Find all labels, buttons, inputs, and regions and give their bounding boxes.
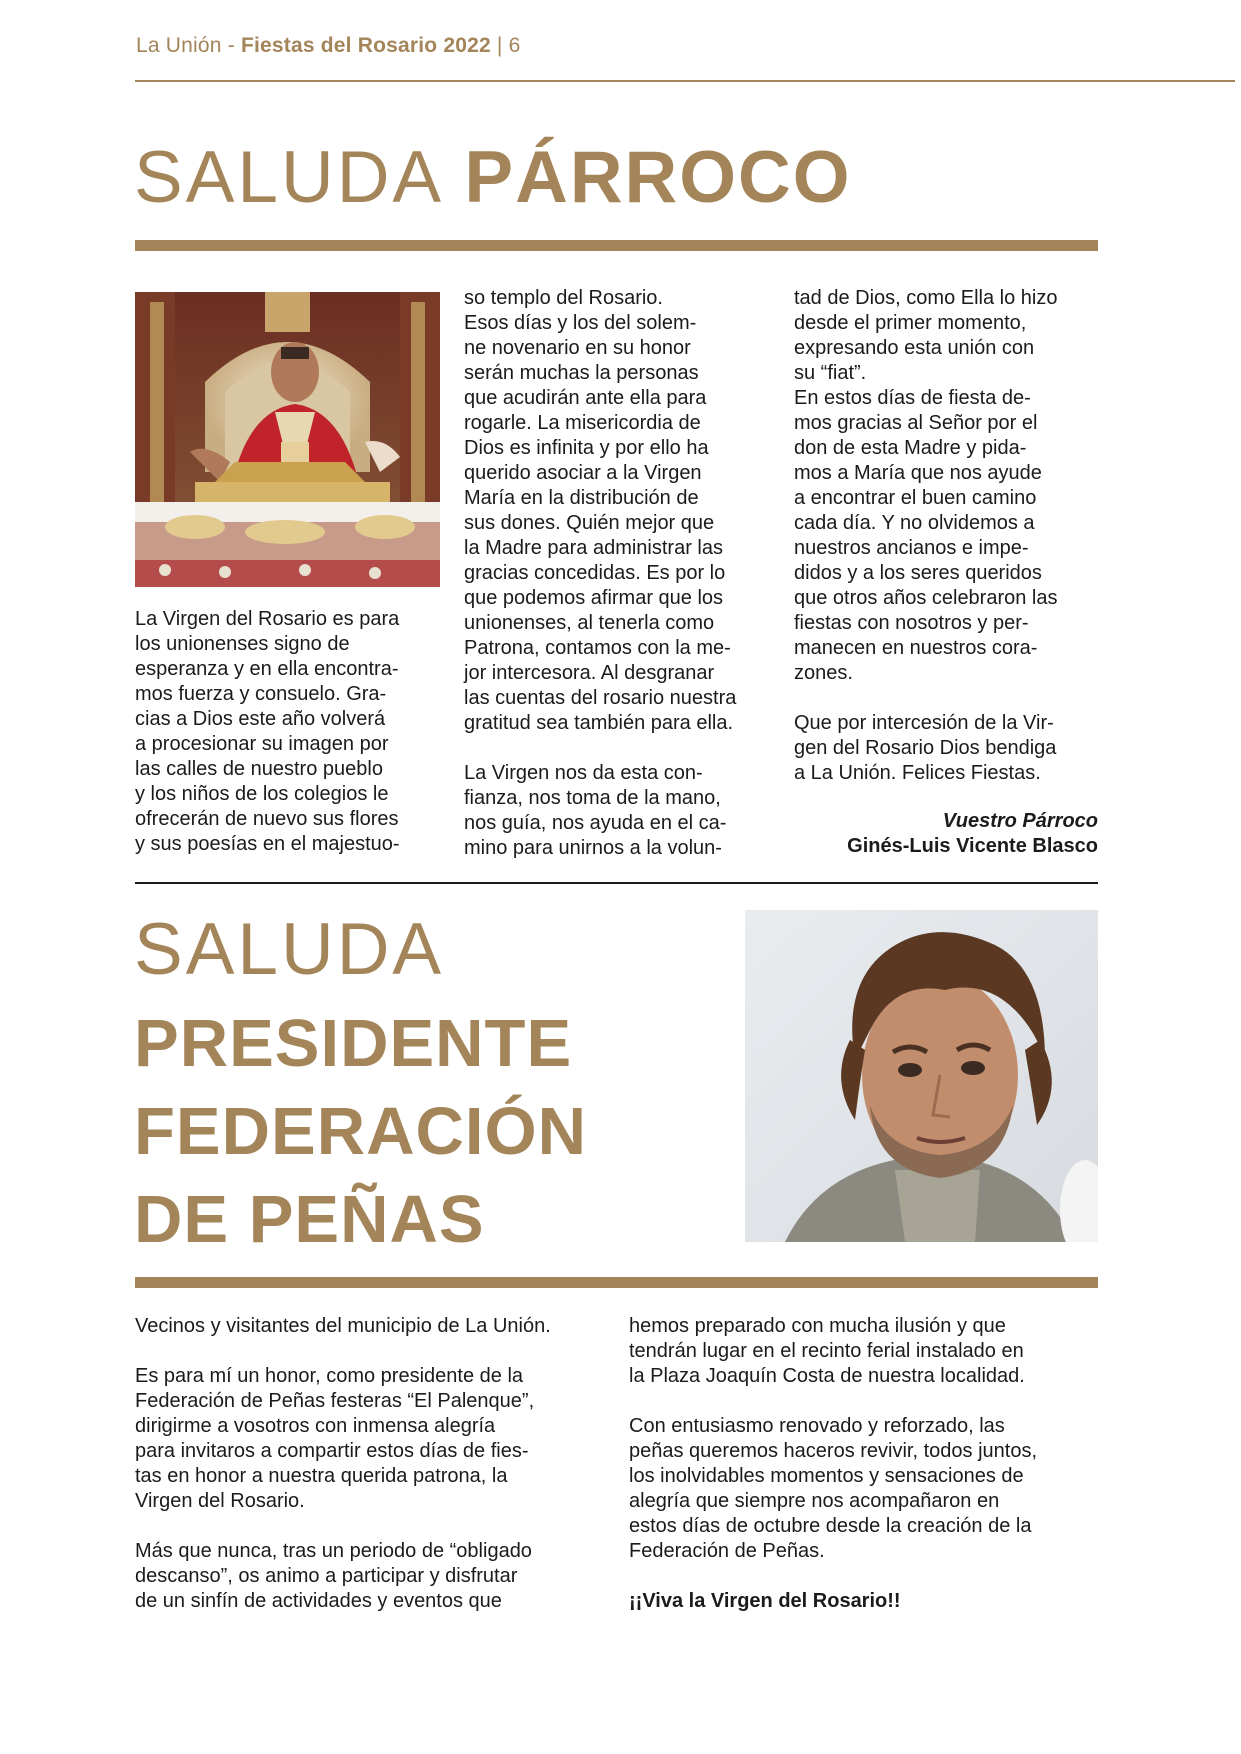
text-line: sus dones. Quién mejor que: [464, 512, 715, 534]
edition-name: Fiestas del Rosario 2022: [240, 34, 491, 57]
text-line: En estos días de fiesta de-: [794, 387, 1031, 409]
text-line: cada día. Y no olvidemos a: [794, 512, 1035, 534]
text-line: so templo del Rosario.: [464, 287, 663, 309]
text-line: tas en honor a nuestra querida patrona, la: [135, 1465, 508, 1487]
section2-title-line1: SALUDA: [134, 909, 445, 990]
text-line: jor intercesora. Al desgranar: [464, 662, 715, 684]
text-line: que otros años celebraron las: [794, 587, 1058, 609]
text-line: mos gracias al Señor por el: [794, 412, 1038, 434]
text-line: ne novenario en su honor: [464, 337, 691, 359]
text-line: gratitud sea también para ella.: [464, 712, 734, 734]
text-line: gracias concedidas. Es por lo: [464, 562, 726, 584]
section2-divider: [135, 1277, 1098, 1288]
text-line: Federación de Peñas festeras “El Palenque”,: [135, 1390, 535, 1412]
text-line: la Plaza Joaquín Costa de nuestra localidad.: [629, 1365, 1025, 1387]
text-line: hemos preparado con mucha ilusión y que: [629, 1315, 1006, 1337]
text-line: Vecinos y visitantes del municipio de La Unión.: [135, 1315, 551, 1337]
publication-name: La Unión -: [136, 34, 235, 57]
running-header: [136, 34, 520, 58]
section2-column-2: [629, 1314, 1109, 1614]
text-line: y los niños de los colegios le: [135, 783, 389, 805]
text-line: a encontrar el buen camino: [794, 487, 1037, 509]
text-line: fiestas con nosotros y per-: [794, 612, 1029, 634]
section2-title-line2: PRESIDENTE: [134, 1006, 573, 1081]
page-number: | 6: [496, 34, 521, 57]
text-line: Con entusiasmo renovado y reforzado, las: [629, 1415, 1005, 1437]
text-line: tendrán lugar en el recinto ferial instalado en: [629, 1340, 1024, 1362]
text-line: gen del Rosario Dios bendiga: [794, 737, 1057, 759]
text-line: las calles de nuestro pueblo: [135, 758, 383, 780]
text-line: nuestros ancianos e impe-: [794, 537, 1029, 559]
text-line: de un sinfín de actividades y eventos que: [135, 1590, 502, 1612]
section1-divider: [135, 240, 1098, 251]
header-rule: [135, 80, 1235, 82]
text-line: que podemos afirmar que los: [464, 587, 724, 609]
text-line: a La Unión. Felices Fiestas.: [794, 762, 1041, 784]
text-line: estos días de octubre desde la creación de la: [629, 1515, 1032, 1537]
signature-name: Ginés-Luis Vicente Blasco: [847, 835, 1098, 857]
text-line: La Virgen nos da esta con-: [464, 762, 703, 784]
section2-title-line3: FEDERACIÓN: [134, 1094, 587, 1169]
text-line: cias a Dios este año volverá: [135, 708, 386, 730]
text-line: didos y a los seres queridos: [794, 562, 1042, 584]
text-line: don de esta Madre y pida-: [794, 437, 1027, 459]
text-line: tad de Dios, como Ella lo hizo: [794, 287, 1058, 309]
text-line: peñas queremos haceros revivir, todos juntos,: [629, 1440, 1037, 1462]
text-line: unionenses, al tenerla como: [464, 612, 715, 634]
section1-title-thin: SALUDA: [134, 137, 445, 218]
section1-column-3: [794, 286, 1104, 786]
text-line: rogarle. La misericordia de: [464, 412, 701, 434]
text-line: desde el primer momento,: [794, 312, 1027, 334]
text-line: expresando esta unión con: [794, 337, 1035, 359]
text-line: mos a María que nos ayude: [794, 462, 1042, 484]
text-line: esperanza y en ella encontra-: [135, 658, 399, 680]
text-line: Virgen del Rosario.: [135, 1490, 305, 1512]
text-line: Es para mí un honor, como presidente de la: [135, 1365, 524, 1387]
president-photo: [745, 910, 1098, 1242]
text-line: fianza, nos toma de la mano,: [464, 787, 721, 809]
text-line: los unionenses signo de: [135, 633, 350, 655]
section1-column-2: [464, 286, 784, 861]
text-line: serán muchas la personas: [464, 362, 699, 384]
text-line: zones.: [794, 662, 853, 684]
text-line: ofrecerán de nuevo sus flores: [135, 808, 399, 830]
text-line: dirigirme a vosotros con inmensa alegría: [135, 1415, 496, 1437]
section2-column-1: [135, 1314, 615, 1614]
section2-title-line4: DE PEÑAS: [134, 1182, 485, 1257]
text-line: las cuentas del rosario nuestra: [464, 687, 737, 709]
text-line: mos fuerza y consuelo. Gra-: [135, 683, 387, 705]
text-line: querido asociar a la Virgen: [464, 462, 702, 484]
closing-line: ¡¡Viva la Virgen del Rosario!!: [629, 1590, 901, 1612]
text-line: a procesionar su imagen por: [135, 733, 389, 755]
text-line: María en la distribución de: [464, 487, 699, 509]
section2-title-bold: [134, 1000, 587, 1264]
priest-photo: [135, 292, 440, 587]
text-line: los inolvidables momentos y sensaciones de: [629, 1465, 1024, 1487]
signature-role: Vuestro Párroco: [942, 810, 1098, 832]
section-separator: [135, 882, 1098, 884]
text-line: alegría que siempre nos acompañaron en: [629, 1490, 1000, 1512]
section1-column-1: [135, 607, 450, 857]
text-line: Patrona, contamos con la me-: [464, 637, 731, 659]
text-line: Que por intercesión de la Vir-: [794, 712, 1054, 734]
section1-title: [134, 138, 852, 218]
text-line: manecen en nuestros cora-: [794, 637, 1038, 659]
text-line: mino para unirnos a la volun-: [464, 837, 722, 859]
text-line: nos guía, nos ayuda en el ca-: [464, 812, 727, 834]
text-line: Dios es infinita y por ello ha: [464, 437, 709, 459]
text-line: su “fiat”.: [794, 362, 867, 384]
text-line: descanso”, os animo a participar y disfrutar: [135, 1565, 518, 1587]
text-line: Federación de Peñas.: [629, 1540, 825, 1562]
section1-title-bold: PÁRROCO: [464, 137, 852, 218]
text-line: y sus poesías en el majestuo-: [135, 833, 400, 855]
text-line: la Madre para administrar las: [464, 537, 723, 559]
text-line: para invitaros a compartir estos días de fies-: [135, 1440, 529, 1462]
text-line: que acudirán ante ella para: [464, 387, 707, 409]
text-line: La Virgen del Rosario es para: [135, 608, 400, 630]
text-line: Más que nunca, tras un periodo de “obligado: [135, 1540, 532, 1562]
text-line: Esos días y los del solem-: [464, 312, 697, 334]
